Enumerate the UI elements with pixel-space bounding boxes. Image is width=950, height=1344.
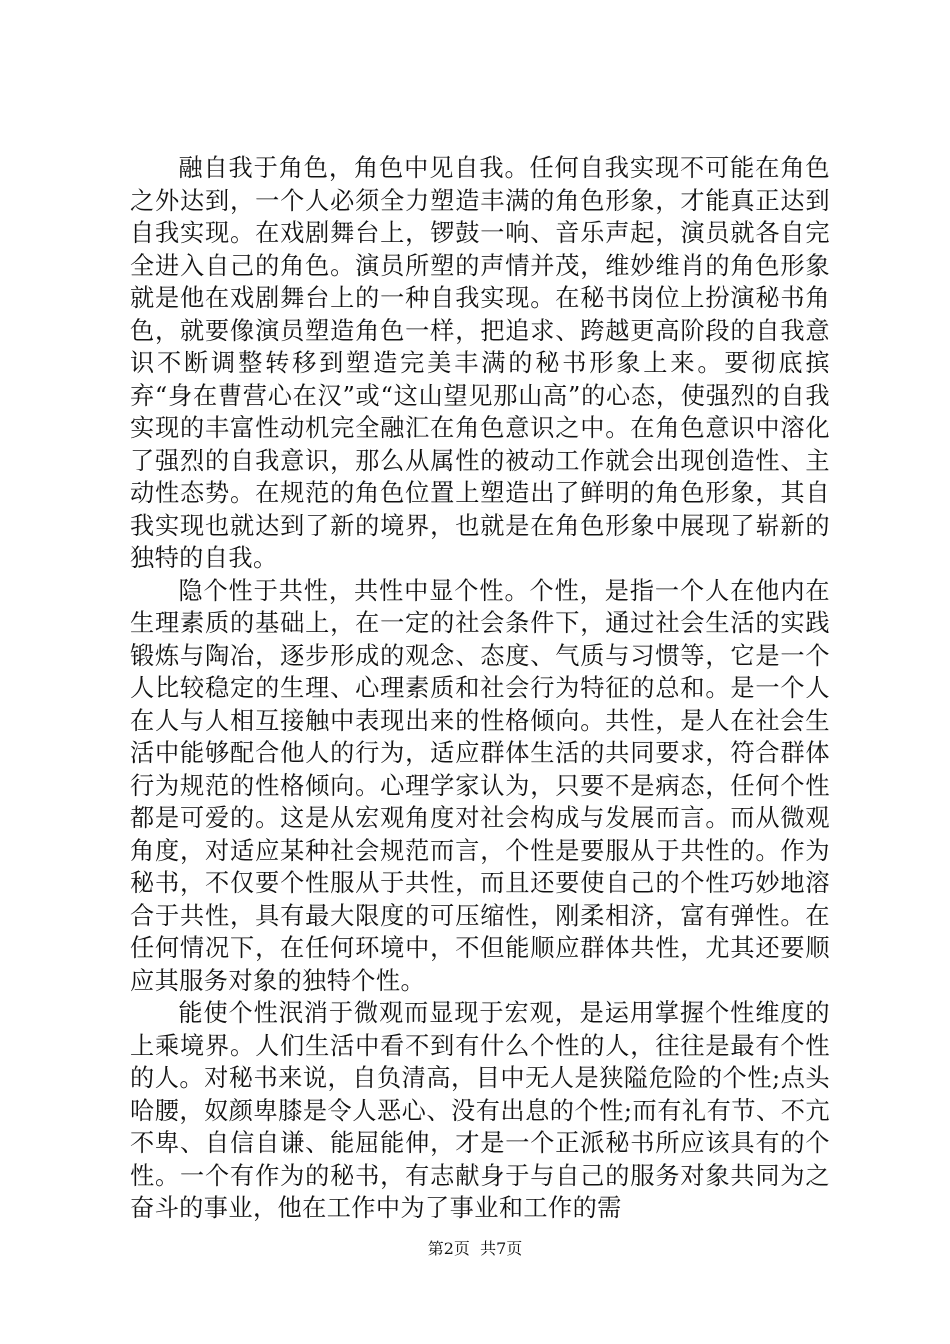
paragraph-2: 隐个性于共性，共性中显个性。个性，是指一个人在他内在生理素质的基础上，在一定的社会条件下，通过社会生活的实践锻炼与陶冶，逐步形成的观念、态度、气质与习惯等，它是一个人比较稳定的生理、心理素质和社会行为特征的总和。是一个人在人与人相互接触中表现出来的性格倾向。共性，是人在社会生活中能够配合他人的行为，适应群体生活的共同要求，符合群体行为规范的性格倾向。心理学家认为，只要不是病态，任何个性都是可爱的。这是从宏观角度对社会构成与发展而言。而从微观角度，对适应某种社会规范而言，个性是要服从于共性的。作为秘书，不仅要个性服从于共性，而且还要使自己的个性巧妙地溶合于共性，具有最大限度的可压缩性，刚柔相济，富有弹性。在任何情况下，在任何环境中，不但能顺应群体共性，尤其还要顺应其服务对象的独特个性。	[130, 576, 830, 995]
page-number-footer: 第2页 共7页	[427, 1239, 523, 1258]
paragraph-1: 融自我于角色，角色中见自我。任何自我实现不可能在角色之外达到，一个人必须全力塑造丰满的角色形象，才能真正达到自我实现。在戏剧舞台上，锣鼓一响、音乐声起，演员就各自完全进入自己的角色。演员所塑的声情并茂，维妙维肖的角色形象就是他在戏剧舞台上的一种自我实现。在秘书岗位上扮演秘书角色，就要像演员塑造角色一样，把追求、跨越更高阶段的自我意识不断调整转移到塑造完美丰满的秘书形象上来。要彻底摈弃“身在曹营心在汉”或“这山望见那山高”的心态，使强烈的自我实现的丰富性动机完全融汇在角色意识之中。在角色意识中溶化了强烈的自我意识，那么从属性的被动工作就会出现创造性、主动性态势。在规范的角色位置上塑造出了鲜明的角色形象，其自我实现也就达到了新的境界，也就是在角色形象中展现了崭新的独特的自我。	[130, 154, 830, 572]
paragraph-3: 能使个性泯消于微观而显现于宏观，是运用掌握个性维度的上乘境界。人们生活中看不到有什么个性的人，往往是最有个性的人。对秘书来说，自负清高，目中无人是狭隘危险的个性;点头哈腰，奴颜卑膝是令人恶心、没有出息的个性;而有礼有节、不亢不卑、自信自谦、能屈能伸，才是一个正派秘书所应该具有的个性。一个有作为的秘书，有志献身于与自己的服务对象共同为之奋斗的事业，他在工作中为了事业和工作的需	[130, 999, 830, 1222]
document-body	[130, 152, 830, 1225]
